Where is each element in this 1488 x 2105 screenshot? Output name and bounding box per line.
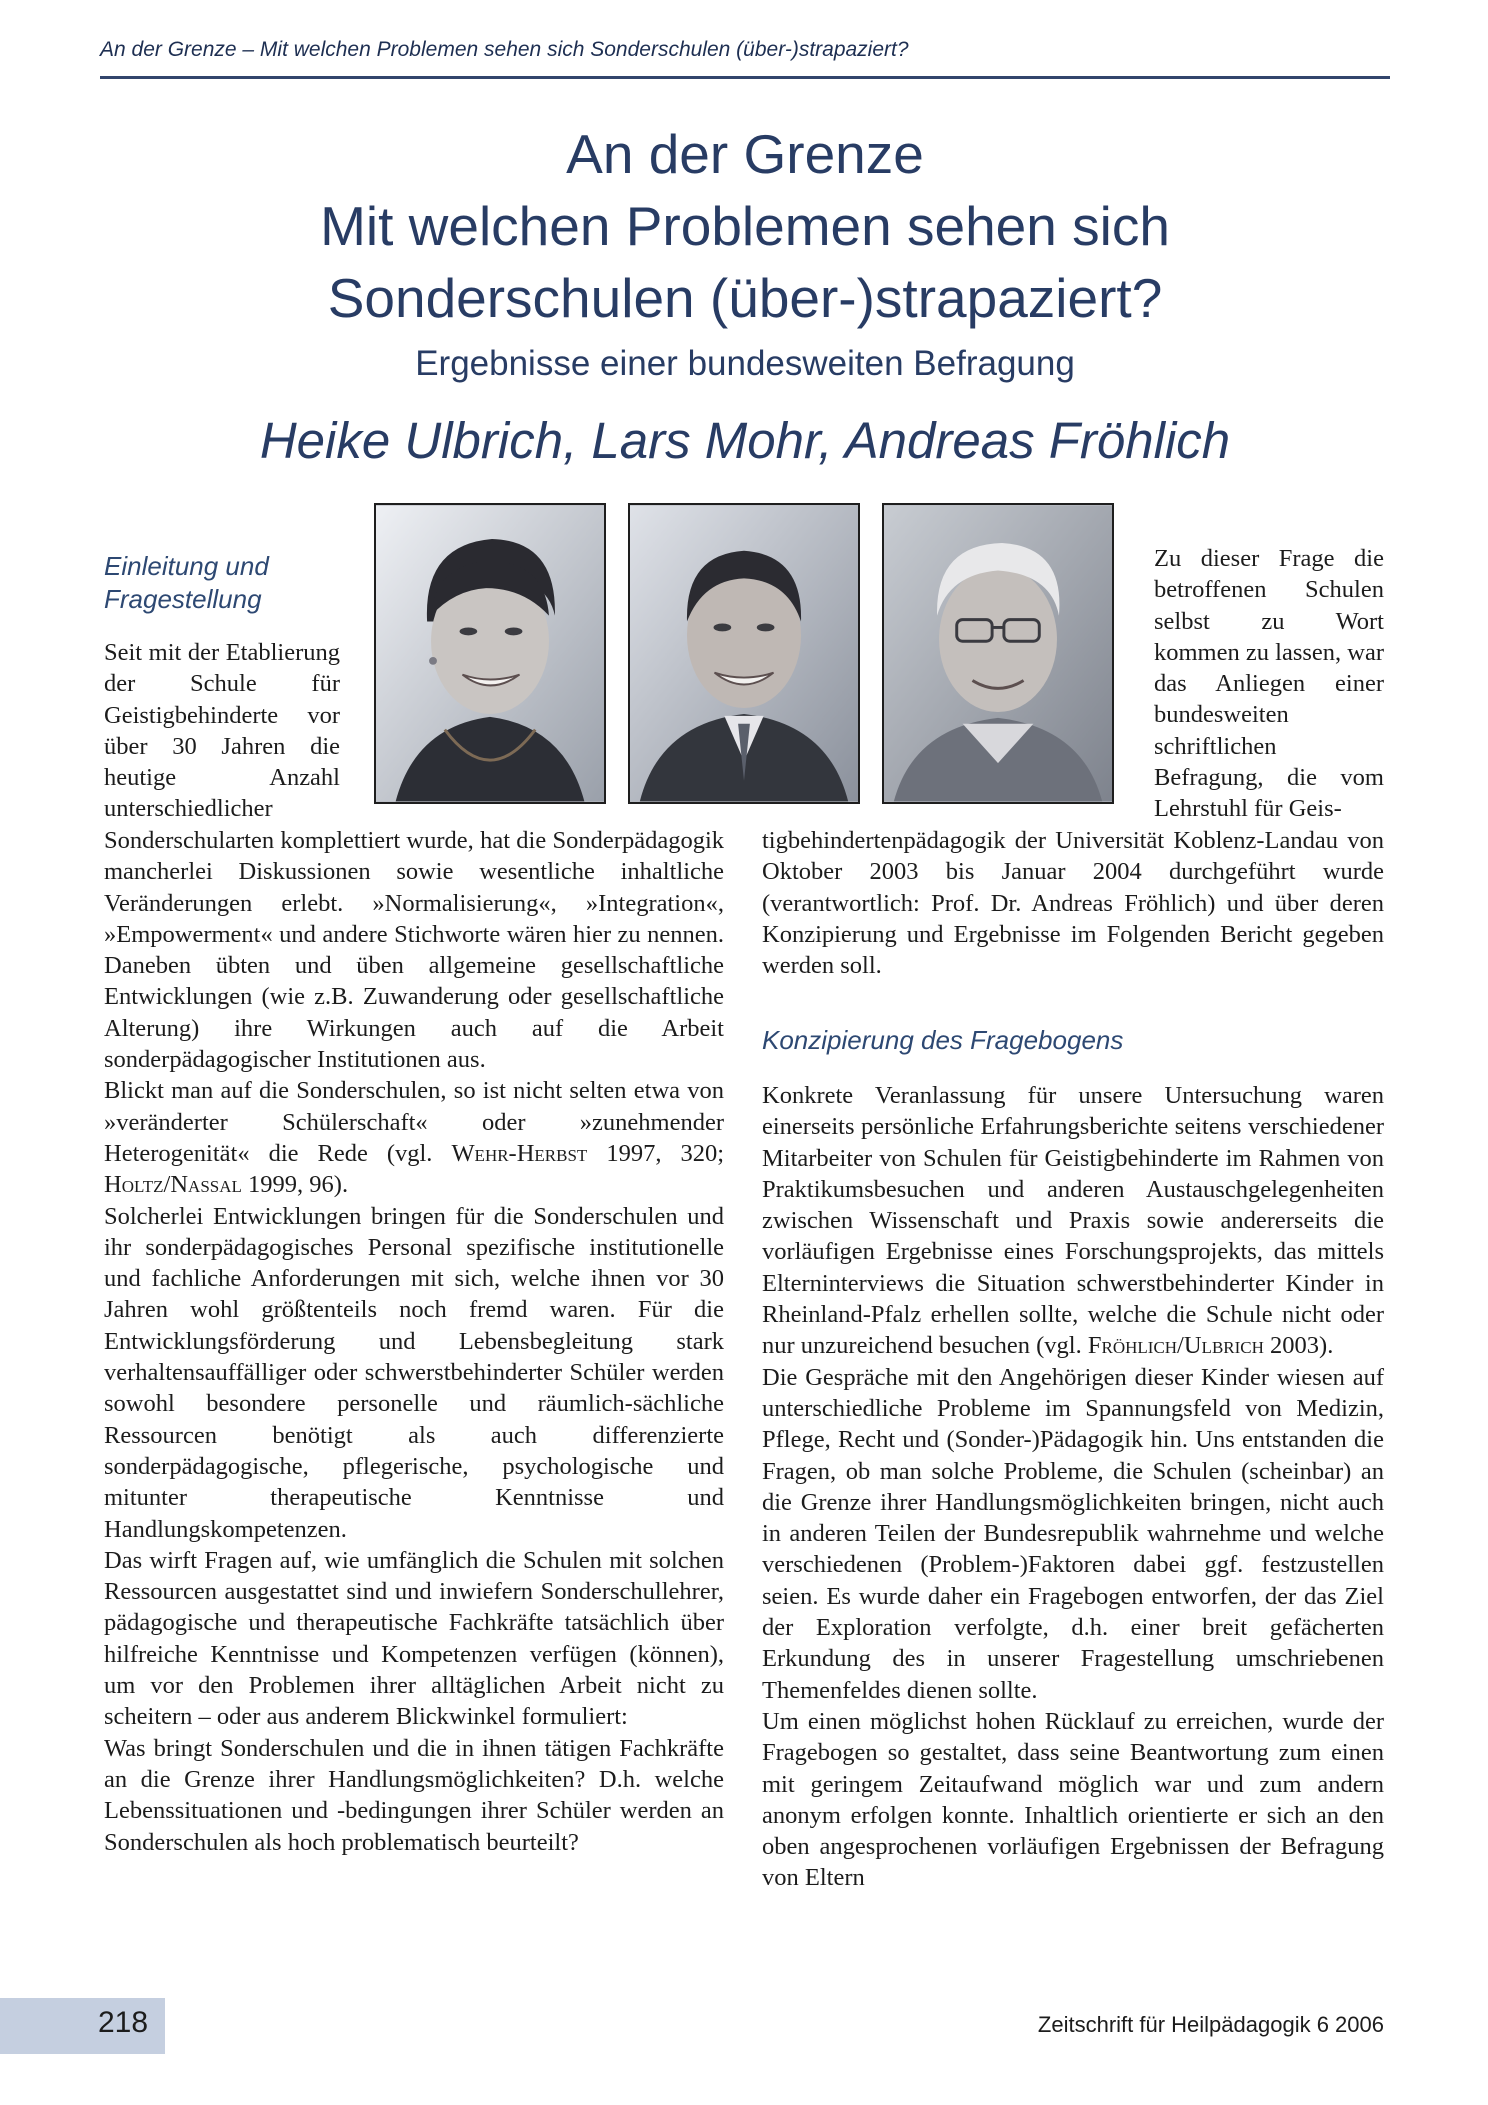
citation-froehlich-ulbrich-detail: 2003). [1270,1332,1334,1360]
author-photo-mohr [628,503,860,804]
right-paragraph-3: Um einen möglichst hohen Rücklauf zu erreichen, wurde der Fragebogen so gestaltet, dass seine Beantwortung zum einen mit geringem Zeitaufwand möglich war und zum andern anonym erfolgen konnte. Inhaltlich orientierte er sich an den oben angesprochenen vorläufigen Ergebnissen der Befragung von Eltern [762,1707,1384,1892]
subtitle: Ergebnisse einer bundesweiten Befragung [415,344,1075,383]
citation-wehr-herbst: Wehr-Herbst [451,1139,588,1167]
author-photo-ulbrich [374,503,606,804]
paragraph-4: Das wirft Fragen auf, wie umfänglich die Schulen mit solchen Ressourcen ausgestattet sind und inwiefern Sonderschullehrer, pädagogische und therapeutische Fachkräfte tatsächlich über hilfreiche Kenntnisse und Kompetenzen verfügen (können), um vor den Problemen ihrer alltäglichen Arbeit nicht zu scheitern – oder aus anderem Blickwinkel formuliert: [104,1546,724,1731]
right-column-body-2 [762,1080,1384,1894]
author-photo-froehlich [882,503,1114,804]
authors: Heike Ulbrich, Lars Mohr, Andreas Fröhlich [259,412,1231,469]
right-paragraph-2: Die Gespräche mit den Angehörigen dieser Kinder wiesen auf unterschiedliche Probleme im Spannungsfeld von Medizin, Pflege, Recht und (Sonder-)Pädagogik hin. Uns entstanden die Fragen, ob man solche Probleme, die Schulen (scheinbar) an die Grenze ihrer Handlungsmöglichkeiten bringen, nicht auch in anderen Teilen der Bundesrepublik wahrnehme und welche verschiedenen (Problem-)Faktoren dabei ggf. festzustellen seien. Es wurde daher ein Fragebogen entworfen, der das Ziel der Exploration verfolgte, d.h. einer breit gefächerten Erkundung des in unserer Fragestellung umschriebenen Themenfeldes dienen sollte. [762,1363,1384,1704]
paragraph-2 [104,1075,724,1200]
citation-froehlich-ulbrich: Fröhlich/Ulbrich [1087,1332,1264,1360]
title-line-1: An der Grenze [566,123,924,185]
intro-paragraph-narrow [104,637,340,825]
right-intro-text: Zu dieser Frage die betroffenen Schulen selbst zu Wort kommen zu lassen, war das Anliegen einer bundesweiten schriftlichen Befragung, die vom Lehrstuhl für Geis- [1154,545,1384,823]
right-intro-narrow [1154,543,1384,825]
paragraph-1-cont: Sonderschularten komplettiert wurde, hat die Sonderpädagogik mancherlei Diskussionen sowie wesentliche inhaltliche Veränderungen erlebt. »Normalisierung«, »Integration«, »Empowerment« und andere Stichworte wären hier zu nennen. Daneben übten und üben allgemeine gesellschaftliche Entwicklungen (wie z.B. Zuwanderung oder gesellschaftliche Alterung) ihre Wirkungen auch auf die Arbeit sonderpädagogischer Institutionen aus. [104,827,724,1074]
title-block [100,118,1390,474]
right-paragraph-1-text: Konkrete Veranlassung für unsere Untersuchung waren einerseits persönliche Erfahrungsberichte seitens verschiedener Mitarbeiter von Schulen für Geistigbehinderte im Rahmen von Praktikumsbesuchen und anderen Austauschgelegenheiten zwischen Wissenschaft und Praxis sowie andererseits die vorläufigen Ergebnisse eines Forschungsprojekts, das mittels Elterninterviews die Situation schwerstbehinderter Kinder in Rheinland-Pfalz erhellen sollte, welche die Schule nicht oder nur unzureichend besuchen (vgl. [762,1082,1384,1360]
heading-konzipierung: Konzipierung des Fragebogens [762,1025,1124,1055]
citation-holtz-nassal-detail: 1999, 96). [248,1171,349,1199]
intro-text: Seit mit der Etablierung der Schule für Geistigbehinderte vor über 30 Jahren die heutige Anzahl unterschiedlicher [104,639,340,823]
paragraph-3: Solcherlei Entwicklungen bringen für die Sonderschulen und ihr sonderpädagogisches Personal spezifische institutionelle und fachliche Anforderungen mit sich, welche ihnen vor 30 Jahren wohl größtenteils noch fremd waren. Für die Entwicklungsförderung und Lebensbegleitung stark verhaltensauffälliger oder schwerstbehinderter Schüler werden sowohl besondere personelle und räumlich-sächliche Ressourcen benötigt als auch differenzierte sonderpädagogische, pflegerische, psychologische und mitunter therapeutische Kenntnisse und Handlungskompetenzen. [104,1202,724,1543]
paragraph-2-text: Blickt man auf die Sonderschulen, so ist nicht selten etwa von »veränderter Schülerschaft« oder »zunehmender Heterogenität« die Rede (vgl. [104,1077,724,1167]
portrait-woman [376,505,604,802]
header-rule [100,76,1390,79]
portrait-man-young [630,505,858,802]
running-header: An der Grenze – Mit welchen Problemen sehen sich Sonderschulen (über-)strapaziert? [100,38,909,61]
citation-holtz-nassal: Holtz/Nassal [104,1171,242,1199]
journal-info: Zeitschrift für Heilpädagogik 6 2006 [1037,2012,1384,2037]
left-column-body [104,825,724,1858]
paragraph-5: Was bringt Sonderschulen und die in ihnen tätigen Fachkräfte an die Grenze ihrer Handlungsmöglichkeiten? D.h. welche Lebenssituationen und -bedingungen ihrer Schüler werden an Sonderschulen als hoch problematisch beurteilt? [104,1734,724,1856]
title-line-2: Mit welchen Problemen sehen sich [320,195,1170,257]
page-number: 218 [98,2006,149,2039]
right-intro-cont: tigbehindertenpädagogik der Universität Koblenz-Landau von Oktober 2003 bis Januar 2004 durchgeführt wurde (verantwortlich: Prof. Dr. Andreas Fröhlich) und über deren Konzipierung und Ergebnisse im Folgenden Bericht gegeben werden soll. [762,827,1384,980]
right-column-body [762,825,1384,981]
citation-wehr-herbst-detail: 1997, 320; [606,1139,725,1167]
portrait-man-glasses [884,505,1112,802]
heading-einleitung: Einleitung und Fragestellung [104,551,269,614]
title-line-3: Sonderschulen (über-)strapaziert? [327,267,1163,329]
right-paragraph-1 [762,1080,1384,1362]
